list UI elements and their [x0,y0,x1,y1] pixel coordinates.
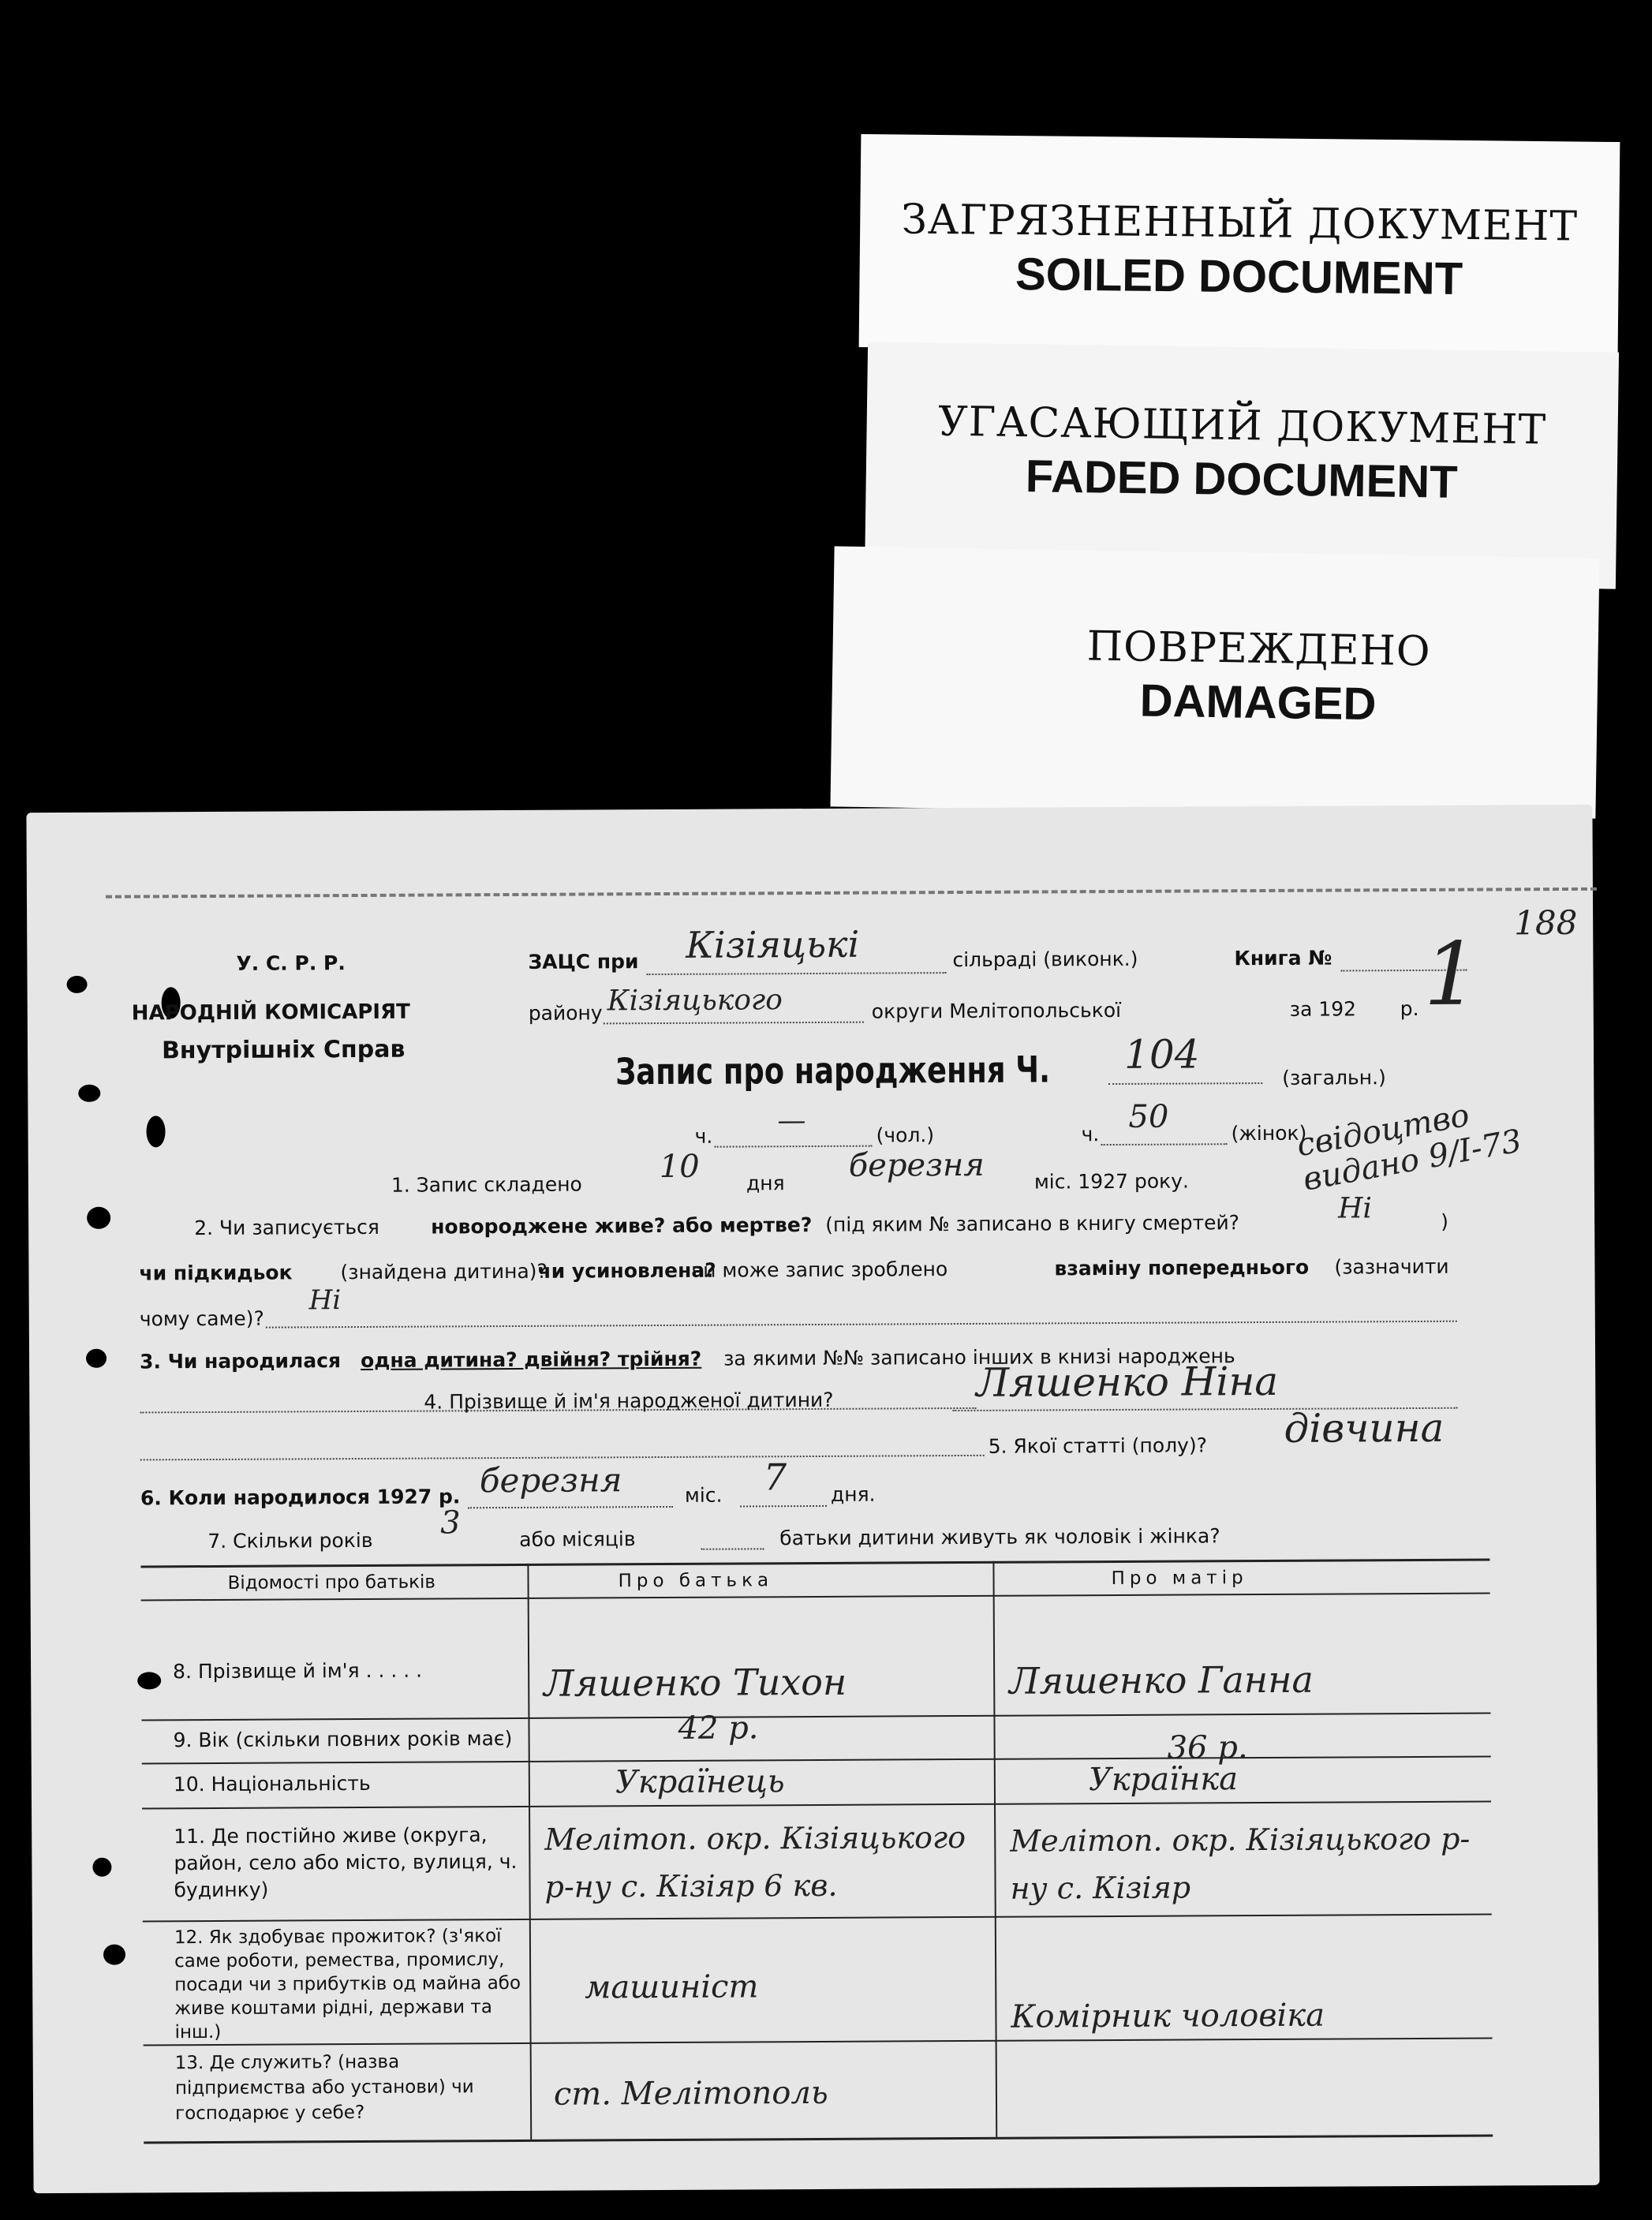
selrada-label: сільраді (виконк.) [952,947,1138,972]
punch-hole [146,1116,165,1147]
father-name: Ляшенко Тихон [544,1660,847,1705]
row10-label: 10. Національність [173,1771,371,1796]
row9-label: 9. Вік (скільки повних років має) [173,1727,513,1752]
punch-hole [92,1858,111,1877]
item1-month: березня [848,1146,985,1184]
label-en: FADED DOCUMENT [1025,450,1459,508]
table-border [144,2134,1493,2143]
fill-line [740,1505,827,1508]
row11-label: 11. Де постійно живе (округа, район, село або місто, вулиця, ч. будинку) [174,1823,518,1902]
item5-label: 5. Якої статті (полу)? [988,1433,1208,1458]
fill-line [701,1548,764,1549]
punch-hole [103,1945,125,1965]
item6-dnia: дня. [830,1482,876,1506]
item7-together: батьки дитини живуть як чоловік і жінка? [779,1524,1220,1550]
item6-label: 6. Коли народилося 1927 р. [140,1485,461,1510]
male-num-prefix: ч. [694,1124,713,1148]
item2-maybe: чи може запис зроблено [691,1258,948,1282]
raion-value: Кізіяцького [607,984,783,1018]
general-label: (загальн.) [1282,1066,1386,1089]
item2-live-dead: новороджене живе? або мертве? [431,1213,813,1239]
item2-paren: ) [1441,1209,1449,1233]
damaged-label [830,546,1599,818]
fill-line [647,972,947,975]
item2-value: Ні [1337,1192,1373,1225]
table-divider [992,1561,997,2137]
item2-why: чому саме)? [139,1306,264,1331]
label-en: DAMAGED [1139,675,1377,731]
item3-single-twin: одна дитина? двійня? трійня? [360,1347,702,1372]
soiled-document-label [859,134,1620,355]
row-divider [142,1756,1491,1765]
fill-line [468,1506,673,1508]
punch-hole [67,976,88,993]
department-heading: Внутрішніх Справ [161,1035,406,1065]
record-number: 104 [1123,1031,1200,1078]
item1-dnia: дня [746,1172,785,1195]
item4-label: 4. Прізвище й ім'я народженої дитини? [424,1388,834,1414]
item2-value2: Ні [308,1284,342,1317]
col-info-header: Відомості про батьків [227,1572,436,1594]
mother-occupation: Комірник чоловіка [1011,1997,1325,2035]
father-residence: Мелітоп. окр. Кізіяцького р-ну с. Кізіяр 6 кв. [544,1819,966,1904]
child-sex: дівчина [1284,1404,1445,1452]
item2-deaths: (під яким № записано в книгу смертей? [825,1211,1240,1236]
zags-value: Кізіяцькі [686,922,860,966]
item7-months: або місяців [519,1527,636,1551]
okruha-label: округи Мелітопольської [871,998,1122,1023]
mother-name: Ляшенко Ганна [1009,1658,1314,1702]
row-divider [141,1713,1490,1721]
father-nationality: Українець [615,1763,785,1801]
item3-label: 3. Чи народилася [140,1349,342,1373]
item2-adopted: чи усиновлена? [537,1258,716,1283]
female-num-value: 50 [1128,1098,1169,1135]
fill-line [1108,1082,1262,1085]
item1-day: 10 [659,1148,700,1186]
book-value: 1 [1423,923,1479,1025]
label-en: SOILED DOCUMENT [1015,249,1463,305]
table-divider [527,1564,532,2140]
record-title: Запис про народження Ч. [615,1048,1051,1093]
female-num-label: (жінок) [1231,1121,1307,1146]
father-occupation: машиніст [585,1968,759,2006]
punch-hole [87,1207,110,1229]
page-mark: 188 [1514,903,1578,943]
punch-hole [86,1349,107,1368]
item2-replacement: взаміну попереднього [1054,1255,1310,1280]
commissariat-heading: НАРОДНІЙ КОМІСАРІЯТ [131,1000,410,1026]
fill-line [604,1022,864,1025]
row-divider [142,1801,1491,1810]
label-ru: ЗАГРЯЗНЕННЫЙ ДОКУМЕНТ [901,196,1579,251]
item2-specify: (зазначити [1334,1254,1449,1279]
mother-nationality: Українка [1088,1761,1239,1799]
label-ru: УГАСАЮЩИЙ ДОКУМЕНТ [937,398,1547,454]
table-border [140,1559,1489,1568]
item1-year: міс. 1927 року. [1033,1169,1190,1194]
year-label: за 192 [1289,997,1357,1021]
mother-age: 36 р. [1167,1729,1248,1766]
perforation-line [106,888,1597,899]
ussr-heading: У. С. Р. Р. [236,951,346,975]
margin-note: свідоцтво видано 9/I-73 [1294,1097,1525,1198]
col-mother-header: Про матір [1111,1568,1248,1590]
item2-label: 2. Чи записується [194,1215,379,1240]
book-label: Книга № [1234,946,1332,970]
col-father-header: Про батька [618,1570,774,1592]
fill-line [1101,1143,1228,1146]
row-divider [143,1914,1492,1923]
row8-label: 8. Прізвище й ім'я . . . . . [173,1658,423,1684]
label-ru: ПОВРЕЖДЕНО [1086,622,1432,676]
item7-years: 3 [440,1504,461,1542]
item7-label: 7. Скільки років [207,1528,373,1553]
raion-label: району [528,1001,603,1025]
row12-label: 12. Як здобуває прожиток? (з'якої саме роботи, ремества, промислу, посади чи з прибутків од майна або живе коштами рідні, держави та інш.) [174,1926,521,2043]
punch-hole [78,1085,100,1102]
father-workplace: ст. Мелітополь [553,2074,828,2113]
item6-day: 7 [763,1456,787,1499]
item2-found-child: (знайдена дитина)? [340,1259,548,1284]
table-border [141,1593,1490,1601]
item2-foundling: чи підкидьок [139,1261,293,1285]
male-num-label: (чол.) [876,1123,935,1147]
mother-residence: Мелітоп. окр. Кізіяцького р-ну с. Кізіяр [1010,1821,1471,1906]
fill-line [140,1455,985,1461]
father-age: 42 р. [678,1710,759,1747]
zags-label: ЗАЦС при [528,950,639,974]
row13-label: 13. Де служить? (назва підприємства або установи) чи господарює у себе? [174,2051,474,2125]
birth-record-card [26,805,1599,2193]
item3-numbers: за якими №№ записано інших в книзі народжень [723,1344,1235,1370]
fill-line [266,1321,1457,1329]
year-suffix: р. [1400,996,1419,1021]
female-num-prefix: ч. [1081,1123,1100,1146]
item1-label: 1. Запис складено [391,1172,582,1197]
punch-hole [137,1672,161,1689]
child-name: Ляшенко Ніна [976,1358,1279,1406]
male-num-value: — [777,1104,806,1138]
item6-mis: міс. [684,1483,723,1507]
item6-month: березня [479,1460,622,1501]
